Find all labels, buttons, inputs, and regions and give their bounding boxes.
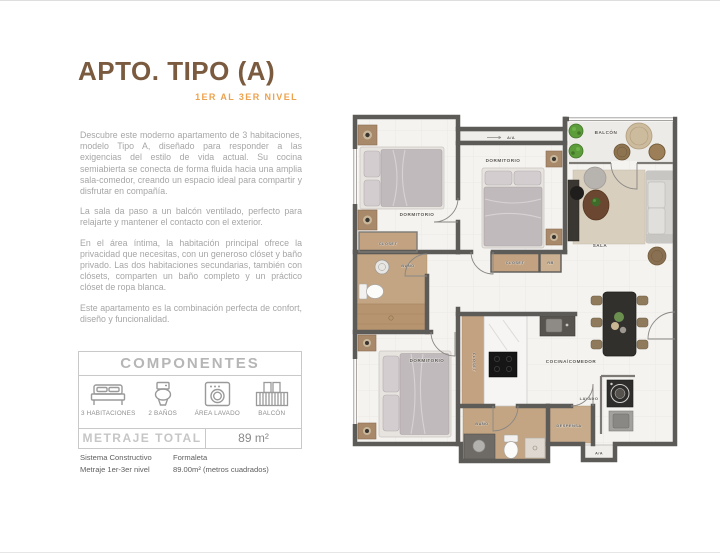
laundry-area [607,380,633,431]
description-paragraph-4: Este apartamento es la combinación perfecta de confort, diseño y funcionalidad. [80,302,302,324]
components-table [78,351,302,449]
room-label-bano-2: BAÑO [475,421,489,426]
spec-label-sistema: Sistema Constructivo [80,453,152,462]
component-item-habitaciones [81,381,136,418]
spec-label-metraje: Metraje 1er-3er nivel [80,465,150,474]
description-paragraph-2: La sala da paso a un balcón ventilado, perfecto para relajarte y mantener el contacto con el exterior. [80,206,302,228]
toilet-icon [152,381,174,407]
room-label-sala: SALA [592,243,608,248]
description-block [80,130,302,334]
room-label-dormitorio-2: DORMITORIO [485,158,521,163]
floorplan [343,104,695,464]
dining-set [591,292,648,356]
balcony-icon [255,381,289,407]
spec-value-metraje: 89.00m² (metros cuadrados) [173,465,269,474]
spec-value-sistema: Formaleta [173,453,208,462]
page-subtitle: 1ER AL 3ER NIVEL [195,92,298,102]
component-label: 2 BAÑOS [148,410,178,417]
description-paragraph-3: En el área íntima, la habitación principal ofrece la privacidad que necesitas, con un generoso clóset y baño privado. Las dos habitaciones secundarias, también con clósets, comparten un baño completo y un práctico clóset de ropa blanca. [80,237,302,293]
metraje-row [79,428,301,448]
components-title: COMPONENTES [79,352,301,376]
room-label-balcon: BALCÓN [594,130,618,135]
specs-block [80,453,269,474]
component-item-lavado [190,381,245,418]
room-label-aa-bottom: A/A [594,450,604,456]
room-label-closet-3: CLOSET [472,352,477,372]
washer-icon [204,381,231,407]
component-label: BALCÓN [258,410,286,417]
room-label-cocina-comedor: COCINA/COMEDOR [545,359,597,364]
room-label-closet-1: CLOSET [378,241,398,246]
room-label-aa-top: A/A [506,135,516,140]
room-label-dormitorio-3: DORMITORIO [409,358,445,363]
components-items [79,376,301,428]
component-label: ÁREA LAVADO [194,410,240,417]
room-label-despensa: DESPENSA [556,423,582,428]
metraje-total-label: METRAJE TOTAL [79,429,206,448]
component-item-balcon [245,381,300,418]
room-label-rb: RB [547,260,554,265]
room-label-lavado: LAVADO [579,396,599,401]
ac-niche-top [460,131,563,141]
description-paragraph-1: Descubre este moderno apartamento de 3 habitaciones, modelo Tipo A, diseñado para responder a las exigencias del estilo de vida actual. Su cocina semiabierta se conecta de forma fluida hacia una amplia sala-comedor, creando un espacio ideal para compartir y disfrutar en compañía. [80,130,302,197]
room-label-dormitorio-1: DORMITORIO [399,212,435,217]
component-item-banos [136,381,191,418]
room-label-closet-2: CLOSET [505,260,525,265]
sala-sofa [646,171,674,243]
room-label-bano-1: BAÑO [401,263,415,268]
metraje-total-value: 89 m² [238,431,269,445]
bed-icon [90,381,126,407]
page-title: APTO. TIPO (A) [78,56,276,86]
component-label: 3 HABITACIONES [81,410,136,417]
ac-niche-bottom [584,445,614,459]
